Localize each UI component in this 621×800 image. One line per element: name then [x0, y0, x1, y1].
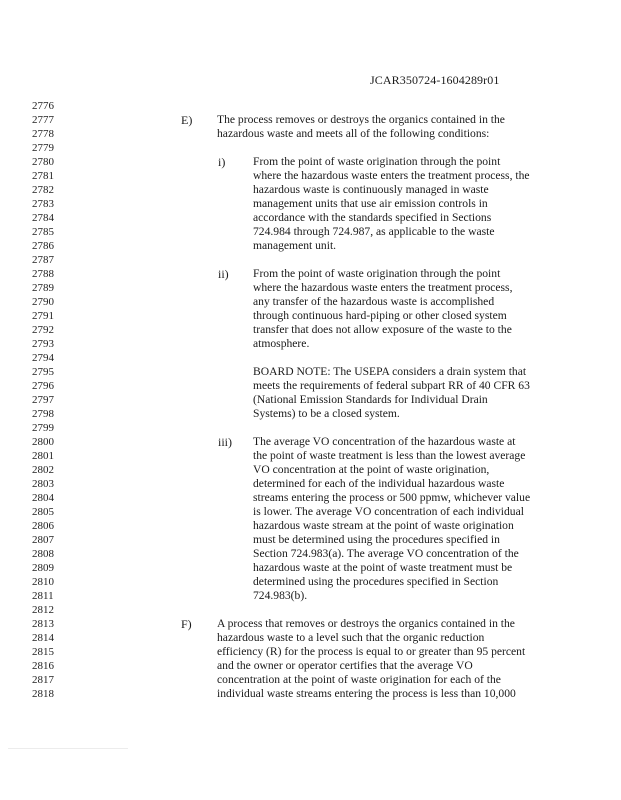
- board-note-line: BOARD NOTE: The USEPA considers a drain system that: [253, 365, 527, 378]
- line-number: 2781: [32, 170, 54, 182]
- document-id: JCAR350724-1604289r01: [370, 73, 500, 87]
- paragraph-line: the point of waste treatment is less than the lowest average: [253, 449, 526, 462]
- paragraph-line: determined using the procedures specified in Section: [253, 575, 499, 588]
- paragraph-line: VO concentration at the point of waste origination,: [253, 463, 490, 476]
- line-number: 2783: [32, 198, 54, 210]
- subsection-marker-f: F): [181, 617, 192, 631]
- paragraph-line: hazardous waste is continuously managed in waste: [253, 183, 489, 196]
- line-number: 2797: [32, 394, 54, 406]
- line-number: 2803: [32, 478, 54, 490]
- line-number: 2794: [32, 352, 54, 364]
- line-number: 2782: [32, 184, 54, 196]
- line-number: 2811: [32, 590, 54, 602]
- paragraph-line: is lower. The average VO concentration of each individual: [253, 505, 524, 518]
- paragraph-line: transfer that does not allow exposure of the waste to the: [253, 323, 512, 336]
- line-number: 2818: [32, 688, 54, 700]
- paragraph-line: hazardous waste to a level such that the organic reduction: [217, 631, 485, 644]
- paragraph-line: where the hazardous waste enters the treatment process,: [253, 281, 513, 294]
- line-number: 2795: [32, 366, 54, 378]
- line-number: 2812: [32, 604, 54, 616]
- line-number: 2787: [32, 254, 54, 266]
- paragraph-line: determined for each of the individual hazardous waste: [253, 477, 505, 490]
- paragraph-line: Section 724.983(a). The average VO concentration of the: [253, 547, 519, 560]
- line-number: 2779: [32, 142, 54, 154]
- paragraph-line: streams entering the process or 500 ppmw, whichever value: [253, 491, 531, 504]
- line-number: 2817: [32, 674, 54, 686]
- board-note-line: (National Emission Standards for Individual Drain: [253, 393, 488, 406]
- board-note-line: meets the requirements of federal subpart RR of 40 CFR 63: [253, 379, 530, 392]
- subsection-marker-e: E): [181, 113, 193, 127]
- line-number: 2780: [32, 156, 54, 168]
- line-number: 2810: [32, 576, 54, 588]
- line-number: 2802: [32, 464, 54, 476]
- line-number: 2793: [32, 338, 54, 350]
- board-note-line: Systems) to be a closed system.: [253, 407, 400, 420]
- line-number: 2804: [32, 492, 54, 504]
- line-number: 2807: [32, 534, 54, 546]
- paragraph-line: accordance with the standards specified in Sections: [253, 211, 492, 224]
- item-marker-iii: iii): [218, 435, 232, 449]
- item-marker-ii: ii): [218, 267, 229, 281]
- paragraph-line: individual waste streams entering the process is less than 10,000: [217, 687, 516, 700]
- line-number: 2790: [32, 296, 54, 308]
- line-number: 2784: [32, 212, 54, 224]
- paragraph-line: must be determined using the procedures specified in: [253, 533, 500, 546]
- paragraph-line: and the owner or operator certifies that the average VO: [217, 659, 473, 672]
- line-number: 2789: [32, 282, 54, 294]
- line-number: 2801: [32, 450, 54, 462]
- item-marker-i: i): [218, 155, 226, 169]
- paragraph-line: atmosphere.: [253, 337, 310, 350]
- paragraph-line: 724.984 through 724.987, as applicable to the waste: [253, 225, 495, 238]
- line-number: 2806: [32, 520, 54, 532]
- paragraph-line: concentration at the point of waste origination for each of the: [217, 673, 501, 686]
- paragraph-line: any transfer of the hazardous waste is accomplished: [253, 295, 495, 308]
- paragraph-line: The average VO concentration of the hazardous waste at: [253, 435, 516, 448]
- paragraph-line: 724.983(b).: [253, 589, 308, 602]
- line-number: 2786: [32, 240, 54, 252]
- paragraph-line: hazardous waste stream at the point of waste origination: [253, 519, 514, 532]
- line-number: 2791: [32, 310, 54, 322]
- line-number: 2816: [32, 660, 54, 672]
- line-number: 2805: [32, 506, 54, 518]
- paragraph-line: From the point of waste origination through the point: [253, 155, 501, 168]
- line-number: 2798: [32, 408, 54, 420]
- line-number: 2792: [32, 324, 54, 336]
- line-number: 2815: [32, 646, 54, 658]
- paragraph-line: hazardous waste at the point of waste treatment must be: [253, 561, 513, 574]
- paragraph-line: efficiency (R) for the process is equal to or greater than 95 percent: [217, 645, 526, 658]
- line-number: 2796: [32, 380, 54, 392]
- paragraph-line: The process removes or destroys the organics contained in the: [217, 113, 505, 126]
- paragraph-line: through continuous hard-piping or other closed system: [253, 309, 507, 322]
- line-number: 2814: [32, 632, 54, 644]
- paragraph-line: where the hazardous waste enters the treatment process, the: [253, 169, 530, 182]
- line-number: 2808: [32, 548, 54, 560]
- line-number: 2777: [32, 114, 54, 126]
- paragraph-line: From the point of waste origination through the point: [253, 267, 501, 280]
- line-number: 2776: [32, 100, 54, 112]
- paragraph-line: hazardous waste and meets all of the following conditions:: [217, 127, 490, 140]
- paragraph-line: management unit.: [253, 239, 337, 252]
- line-number: 2785: [32, 226, 54, 238]
- line-number: 2800: [32, 436, 54, 448]
- line-number: 2778: [32, 128, 54, 140]
- line-number: 2799: [32, 422, 54, 434]
- line-number: 2813: [32, 618, 54, 630]
- line-number: 2788: [32, 268, 54, 280]
- paragraph-line: A process that removes or destroys the organics contained in the: [217, 617, 515, 630]
- line-number: 2809: [32, 562, 54, 574]
- footer-divider: [8, 748, 128, 749]
- paragraph-line: management units that use air emission controls in: [253, 197, 488, 210]
